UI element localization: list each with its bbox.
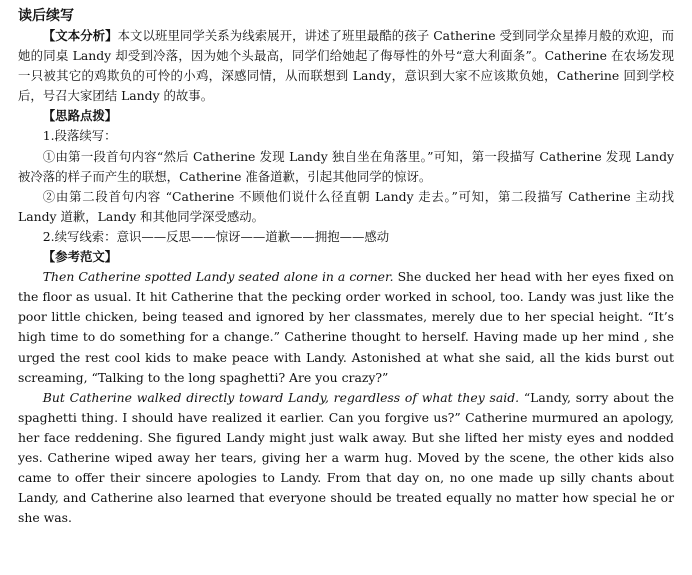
reference-label: 【参考范文】: [42, 249, 118, 265]
hints-label: 【思路点拨】: [42, 108, 118, 124]
hint-item-1b: ②由第二段首句内容 “Catherine 不顾他们说什么径直朝 Landy 走去。”可知，第二段描写 Catherine 主动找 Landy 道歉，Landy 和其他同学深受感动。: [18, 188, 674, 224]
reference-p2-lead: But Catherine walked directly toward Landy, regardless of what they said.: [42, 389, 520, 405]
hint-item-1-title: 1.段落续写：: [42, 128, 117, 144]
reference-p2-rest: “Landy, sorry about the spaghetti thing. I should have realized it earlier. Can you forgive us?” Catherine murmured an apology, her face reddening. She figured Landy might just walk away. But she lifted her misty eyes and nodded yes. Catherine wiped away her tears, giving her a warm hug. Moved by the scene, the other kids also came to offer their sincere apologies to Landy. From that day on, no one made up silly chants about Landy, and Catherine also learned that everyone should be treated equally no matter how special he or she was.: [18, 389, 674, 526]
reference-paragraph-2: [18, 388, 674, 529]
reference-p1-lead: Then Catherine spotted Landy seated alone in a corner.: [42, 269, 394, 285]
analysis-label: 【文本分析】: [42, 28, 118, 43]
analysis-paragraph: [18, 26, 674, 106]
reference-p1-rest: She ducked her head with her eyes fixed on the floor as usual. It hit Catherine that the pecking order worked in school, too. Landy was just like the poor little chicken, being teased and ignored by her classmates, merely due to her special height. “It’s high time to do something for a change.” Catherine thought to herself. Having made up her mind , she urged the rest cool kids to make peace with Landy. Astonished at what she said, all the kids burst out screaming, “Talking to the long spaghetti? Are you crazy?”: [18, 269, 674, 385]
analysis-text: 本文以班里同学关系为线索展开，讲述了班里最酷的孩子 Catherine 受到同学众星捧月般的欢迎，而她的同桌 Landy 却受到冷落，因为她个头最高，同学们给她起了侮辱性的外号“意大利面条”。Catherine 在农场发现一只被其它的鸡欺负的可怜的小鸡，深感同情，从而联想到 Landy，意识到大家不应该欺负她，Catherine 回到学校后，号召大家团结 Landy 的故事。: [18, 28, 674, 104]
page-title: 读后续写: [18, 8, 74, 24]
hint-item-1a: ①由第一段首句内容“然后 Catherine 发现 Landy 独自坐在角落里。”可知，第一段描写 Catherine 发现 Landy 被冷落的样子而产生的联想，Catherine 准备道歉，引起其他同学的惊讶。: [18, 148, 674, 184]
reference-paragraph-1: [18, 267, 674, 388]
hint-item-2: 2.续写线索：意识——反思——惊讶——道歉——拥抱——感动: [42, 228, 390, 244]
